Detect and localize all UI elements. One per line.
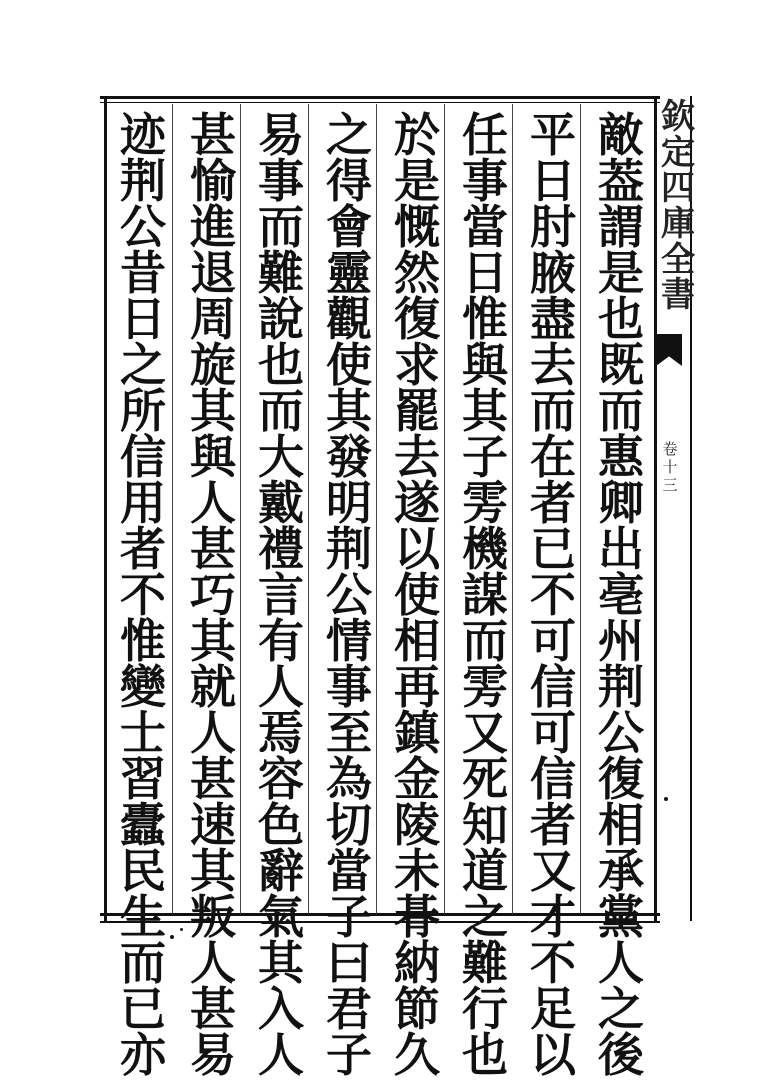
- frame-right-rule: [654, 96, 657, 921]
- frame-bottom-thin-rule: [100, 921, 660, 923]
- column-char: 然: [394, 246, 440, 300]
- margin-juan-number: [660, 440, 680, 494]
- margin-juan-char: 卷: [662, 440, 678, 458]
- column-char: 死: [462, 752, 508, 806]
- column-char: 不: [120, 568, 166, 622]
- column-char: 大: [258, 430, 304, 484]
- column-char: 不: [530, 568, 576, 622]
- column-char: 君: [326, 982, 372, 1036]
- column-char: 至: [326, 706, 372, 760]
- column-char: 惠: [598, 430, 644, 484]
- margin-title-char: 庫: [661, 204, 695, 245]
- column-char: 雱: [462, 660, 508, 714]
- text-column-5: [320, 104, 378, 1082]
- column-char: 之: [462, 890, 508, 944]
- column-char: 公: [120, 200, 166, 254]
- column-char: 禮: [258, 522, 304, 576]
- column-char: 子: [326, 890, 372, 944]
- column-char: 明: [326, 476, 372, 530]
- column-char: 遂: [394, 476, 440, 530]
- column-char: 愉: [190, 154, 236, 208]
- text-column-4: [388, 104, 446, 1082]
- column-char: 情: [326, 614, 372, 668]
- margin-title-char: 定: [661, 132, 695, 173]
- column-char: 而: [258, 384, 304, 438]
- ink-speck: [664, 797, 668, 801]
- column-char: 得: [326, 154, 372, 208]
- column-char: 說: [258, 292, 304, 346]
- margin-title-char: 書: [661, 275, 695, 316]
- column-char: 日: [462, 246, 508, 300]
- column-char: 公: [598, 706, 644, 760]
- column-char: 變: [120, 660, 166, 714]
- column-char: 信: [120, 430, 166, 484]
- column-char: 巧: [190, 568, 236, 622]
- column-char: 者: [530, 798, 576, 852]
- column-char: 蠹: [120, 798, 166, 852]
- column-char: 觀: [326, 292, 372, 346]
- column-char: 旋: [190, 338, 236, 392]
- column-char: 平: [530, 108, 576, 162]
- column-char: 使: [394, 568, 440, 622]
- column-char: 惟: [120, 614, 166, 668]
- column-char: 荆: [326, 522, 372, 576]
- column-char: 人: [190, 706, 236, 760]
- column-char: 焉: [258, 706, 304, 760]
- column-char: 之: [598, 982, 644, 1036]
- column-char: 曰: [326, 936, 372, 990]
- column-char: 而: [258, 200, 304, 254]
- column-char: 朞: [394, 890, 440, 944]
- column-char: 靈: [326, 246, 372, 300]
- column-char: 又: [462, 706, 508, 760]
- column-char: 陵: [394, 798, 440, 852]
- column-char: 已: [530, 522, 576, 576]
- column-char: 雱: [462, 476, 508, 530]
- column-char: 承: [598, 844, 644, 898]
- column-char: 而: [530, 384, 576, 438]
- margin-title-char: 欽: [661, 97, 695, 137]
- column-char: 復: [598, 752, 644, 806]
- margin-title-char: 四: [661, 168, 695, 209]
- column-char: 任: [462, 108, 508, 162]
- frame-top-thin-rule: [100, 102, 660, 103]
- column-char: 相: [394, 614, 440, 668]
- column-char: 民: [120, 844, 166, 898]
- column-char: 不: [530, 936, 576, 990]
- column-char: 者: [120, 522, 166, 576]
- column-char: 而: [120, 936, 166, 990]
- column-char: 使: [326, 338, 372, 392]
- column-char: 道: [462, 844, 508, 898]
- column-char: 其: [190, 384, 236, 438]
- column-char: 用: [120, 476, 166, 530]
- column-char: 甚: [190, 982, 236, 1036]
- column-char: 有: [258, 614, 304, 668]
- column-char: 荆: [598, 660, 644, 714]
- column-char: 謀: [462, 568, 508, 622]
- column-char: 既: [598, 338, 644, 392]
- column-char: 日: [120, 292, 166, 346]
- column-char: 黨: [598, 890, 644, 944]
- column-char: 士: [120, 706, 166, 760]
- column-char: 公: [326, 568, 372, 622]
- column-char: 信: [530, 660, 576, 714]
- margin-juan-char: 三: [662, 476, 678, 494]
- column-char: 卿: [598, 476, 644, 530]
- column-char: 入: [258, 982, 304, 1036]
- column-char: 節: [394, 982, 440, 1036]
- column-char: 其: [326, 384, 372, 438]
- text-column-2: [524, 104, 582, 1082]
- margin-juan-char: 十: [662, 458, 678, 476]
- column-char: 其: [190, 844, 236, 898]
- column-char: 慨: [394, 200, 440, 254]
- margin-title-char: 全: [661, 239, 695, 280]
- column-char: 容: [258, 752, 304, 806]
- column-char: 葢: [598, 154, 644, 208]
- column-char: 腋: [530, 246, 576, 300]
- column-char: 去: [394, 430, 440, 484]
- column-char: 人: [190, 936, 236, 990]
- text-column-1: [592, 104, 650, 1082]
- column-char: 所: [120, 384, 166, 438]
- column-char: 叛: [190, 890, 236, 944]
- column-char: 難: [462, 936, 508, 990]
- column-char: 又: [530, 844, 576, 898]
- column-char: 當: [462, 200, 508, 254]
- column-char: 發: [326, 430, 372, 484]
- column-char: 才: [530, 890, 576, 944]
- column-char: 也: [462, 1028, 508, 1082]
- fish-tail-mark: [656, 334, 682, 366]
- column-char: 事: [326, 660, 372, 714]
- column-char: 退: [190, 246, 236, 300]
- column-char: 求: [394, 338, 440, 392]
- column-char: 行: [462, 982, 508, 1036]
- text-column-7: [184, 104, 242, 1082]
- column-char: 而: [462, 614, 508, 668]
- column-char: 之: [120, 338, 166, 392]
- column-char: 惟: [462, 292, 508, 346]
- column-char: 復: [394, 292, 440, 346]
- column-char: 甚: [190, 522, 236, 576]
- column-char: 以: [394, 522, 440, 576]
- column-char: 易: [258, 108, 304, 162]
- column-char: 甚: [190, 752, 236, 806]
- column-char: 迹: [120, 108, 166, 162]
- column-char: 盡: [530, 292, 576, 346]
- column-char: 是: [394, 154, 440, 208]
- column-char: 去: [530, 338, 576, 392]
- column-char: 言: [258, 568, 304, 622]
- column-char: 在: [530, 430, 576, 484]
- column-char: 已: [120, 982, 166, 1036]
- column-char: 氣: [258, 890, 304, 944]
- column-char: 速: [190, 798, 236, 852]
- column-char: 辭: [258, 844, 304, 898]
- column-char: 者: [530, 476, 576, 530]
- column-char: 可: [530, 706, 576, 760]
- column-char: 生: [120, 890, 166, 944]
- column-char: 信: [530, 752, 576, 806]
- column-char: 人: [258, 660, 304, 714]
- column-char: 於: [394, 108, 440, 162]
- text-column-6: [252, 104, 310, 1082]
- column-char: 敵: [598, 108, 644, 162]
- column-char: 日: [530, 154, 576, 208]
- column-char: 亳: [598, 568, 644, 622]
- column-char: 未: [394, 844, 440, 898]
- ink-speck: [180, 928, 183, 931]
- column-char: 與: [190, 430, 236, 484]
- column-char: 出: [598, 522, 644, 576]
- column-char: 罷: [394, 384, 440, 438]
- column-char: 進: [190, 200, 236, 254]
- column-char: 之: [326, 108, 372, 162]
- column-char: 人: [190, 476, 236, 530]
- column-char: 當: [326, 844, 372, 898]
- column-char: 其: [190, 614, 236, 668]
- column-char: 與: [462, 338, 508, 392]
- frame-top-rule: [100, 96, 660, 99]
- column-char: 切: [326, 798, 372, 852]
- column-char: 為: [326, 752, 372, 806]
- column-char: 也: [258, 338, 304, 392]
- column-char: 荆: [120, 154, 166, 208]
- frame-left-rule: [104, 96, 107, 921]
- column-char: 事: [462, 154, 508, 208]
- column-char: 周: [190, 292, 236, 346]
- column-char: 鎮: [394, 706, 440, 760]
- column-char: 昔: [120, 246, 166, 300]
- column-char: 可: [530, 614, 576, 668]
- text-column-3: [456, 104, 514, 1082]
- column-char: 而: [598, 384, 644, 438]
- column-char: 也: [598, 292, 644, 346]
- column-char: 金: [394, 752, 440, 806]
- column-char: 足: [530, 982, 576, 1036]
- column-char: 再: [394, 660, 440, 714]
- column-char: 久: [394, 1028, 440, 1082]
- column-char: 事: [258, 154, 304, 208]
- margin-book-title: [658, 97, 698, 316]
- column-char: 會: [326, 200, 372, 254]
- column-char: 肘: [530, 200, 576, 254]
- column-char: 納: [394, 936, 440, 990]
- column-char: 亦: [120, 1028, 166, 1082]
- column-char: 機: [462, 522, 508, 576]
- column-divider: [172, 104, 173, 914]
- column-char: 其: [462, 384, 508, 438]
- column-char: 以: [530, 1028, 576, 1082]
- column-char: 甚: [190, 108, 236, 162]
- column-char: 就: [190, 660, 236, 714]
- column-char: 其: [258, 936, 304, 990]
- column-char: 是: [598, 246, 644, 300]
- column-char: 習: [120, 752, 166, 806]
- column-char: 難: [258, 246, 304, 300]
- column-char: 色: [258, 798, 304, 852]
- column-char: 人: [258, 1028, 304, 1082]
- text-column-8: [114, 104, 172, 1082]
- column-char: 子: [462, 430, 508, 484]
- column-char: 人: [598, 936, 644, 990]
- column-char: 相: [598, 798, 644, 852]
- ink-speck: [170, 935, 174, 939]
- column-char: 州: [598, 614, 644, 668]
- column-char: 後: [598, 1028, 644, 1082]
- column-char: 謂: [598, 200, 644, 254]
- column-char: 知: [462, 798, 508, 852]
- column-char: 子: [326, 1028, 372, 1082]
- column-char: 易: [190, 1028, 236, 1082]
- column-char: 戴: [258, 476, 304, 530]
